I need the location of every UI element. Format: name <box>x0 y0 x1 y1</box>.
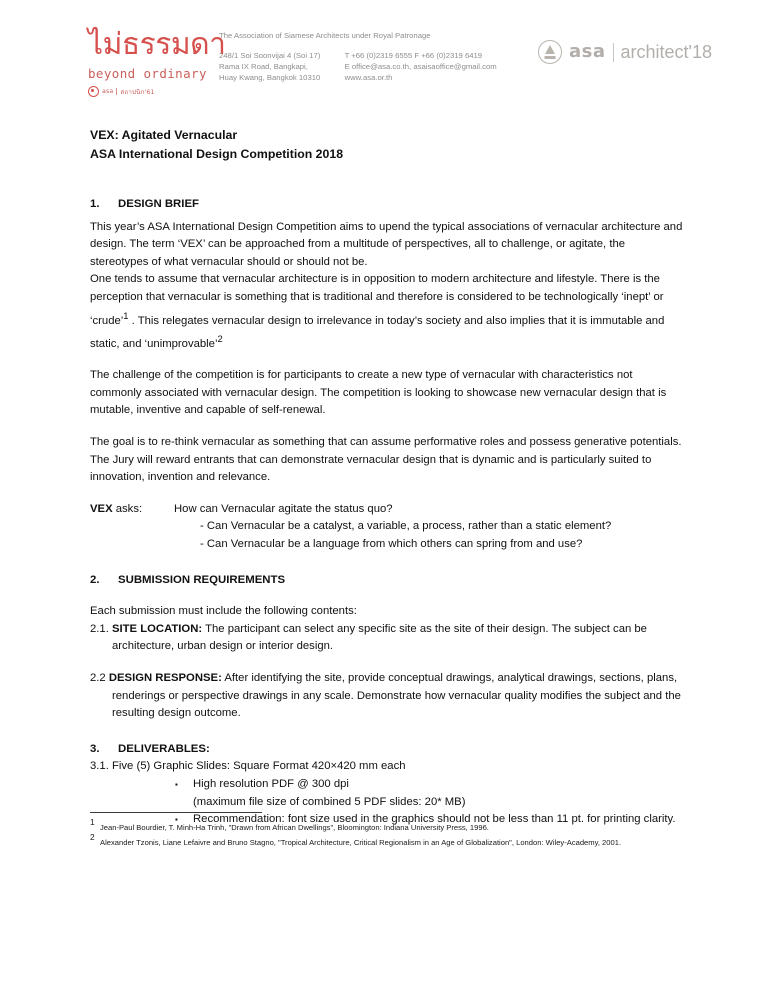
association-info <box>219 30 519 83</box>
section-label-3: DELIVERABLES: <box>118 742 210 755</box>
item-2-1-prefix: 2.1. <box>90 622 112 635</box>
association-address <box>219 50 345 83</box>
asa-circle-icon <box>88 86 99 97</box>
section-label-2: SUBMISSION REQUIREMENTS <box>118 573 286 586</box>
thai-wordmark: ไม่ธรรมดา <box>88 27 226 62</box>
address-line-2: Rama IX Road, Bangkapi, <box>219 62 308 71</box>
design-brief-paragraph-4: The goal is to re-think vernacular as something that can assume performative roles and possess generative potentials. The Jury will reward entrants that can demonstrate vernacular design that is dynamic and is particularly suited to innovation, invention and relevance. <box>90 436 682 484</box>
bullet-1-continuation: (maximum file size of combined 5 PDF slides: 20* MB) <box>193 795 466 808</box>
section-number-3: 3. <box>90 742 100 755</box>
footnotes-section <box>90 812 690 853</box>
design-brief-paragraph-3: The challenge of the competition is for participants to create a new type of vernacular with characteristics not commonly associated with vernacular design. The competition is looking to showcase new vernacular design that is mutable, inventive and capable of self-renewal. <box>90 369 667 417</box>
address-line-1: 248/1 Soi Soonvijai 4 (Soi 17) <box>219 51 321 60</box>
item-2-2-text: After identifying the site, provide conceptual drawings, analytical drawings, sections, plans, renderings or perspective drawings in any scale. Demonstrate how vernacular quality modifies the subject and the resulting design outcome. <box>112 672 681 720</box>
submission-item-2-1 <box>90 621 685 656</box>
vex-question-2: - Can Vernacular be a catalyst, a variable, a process, rather than a static element? <box>200 520 612 533</box>
contact-website: www.asa.or.th <box>344 73 393 82</box>
asa-seal-icon <box>538 40 562 64</box>
page-title-line-2: ASA International Design Competition 2018 <box>90 147 344 161</box>
badge-divider <box>116 88 117 95</box>
footnote-item <box>90 832 690 848</box>
deliverables-item-3-1: 3.1. Five (5) Graphic Slides: Square Format 420×420 mm each <box>90 760 406 773</box>
item-2-2-bold: DESIGN RESPONSE: <box>108 672 222 684</box>
contact-phone: T +66 (0)2319 6555 F +66 (0)2319 6419 <box>344 51 483 60</box>
vex-asks-questions <box>174 501 685 554</box>
design-brief-paragraph-1: This year’s ASA International Design Competition aims to upend the typical associations of vernacular architecture and design. The term ‘VEX’ can be approached from a multitude of perspectives, all to challenge, or agitate, the stereotypes of what vernacular should or should not be. <box>90 220 683 268</box>
section-heading-deliverables <box>90 741 685 759</box>
beyond-ordinary-logo <box>88 27 226 97</box>
vex-asks-label <box>90 501 174 554</box>
address-line-3: Huay Kwang, Bangkok 10310 <box>219 73 321 82</box>
page-header <box>0 24 768 116</box>
footnote-number-1: 1 <box>90 817 95 827</box>
footnote-text-2: Alexander Tzonis, Liane Lefaivre and Bruno Stagno, "Tropical Architecture, Critical Regionalism in an Age of Globalization", London: Wiley-Academy, 2001. <box>100 838 622 848</box>
vex-asks-label-rest: asks: <box>112 502 143 515</box>
page-title-line-1: VEX: Agitated Vernacular <box>90 128 238 142</box>
submission-intro: Each submission must include the following contents: <box>90 605 357 618</box>
footnote-separator-rule <box>90 812 262 813</box>
item-2-1-bold: SITE LOCATION: <box>111 622 203 635</box>
vex-question-1: How can Vernacular agitate the status quo? <box>174 502 393 515</box>
bullet-1-text: High resolution PDF @ 300 dpi <box>193 777 349 790</box>
square-bullet-icon: ▪ <box>175 779 178 789</box>
asa-year-badge <box>88 86 206 97</box>
section-heading-submission-requirements <box>90 572 685 590</box>
badge-label-asa: asa <box>102 88 114 95</box>
design-brief-paragraph-2 <box>90 271 685 353</box>
item-2-2-prefix: 2.2 <box>90 672 109 684</box>
footnote-number-2: 2 <box>90 832 95 843</box>
section-heading-design-brief <box>90 196 685 214</box>
document-content <box>90 126 685 829</box>
association-title: The Association of Siamese Architects under Royal Patronage <box>219 31 431 40</box>
item-2-1-text: The participant can select any specific site as the site of their design. The subject can be architecture, urban design or interior design. <box>112 622 647 653</box>
logo-tagline: beyond ordinary <box>88 66 207 81</box>
vex-question-3: - Can Vernacular be a language from which others can spring from and use? <box>200 538 583 551</box>
bullet-2-text: Recommendation: font size used in the graphics should not be less than 11 pt. for printing clarity. <box>193 813 676 826</box>
submission-item-2-2 <box>90 670 685 723</box>
section-number-2: 2. <box>90 573 100 586</box>
vex-asks-block <box>90 501 685 554</box>
section-label-1: DESIGN BRIEF <box>118 198 200 210</box>
contact-email: E office@asa.co.th, asaisaoffice@gmail.com <box>344 62 497 71</box>
footnote-ref-2: 2 <box>217 332 223 344</box>
asa-logo-divider <box>613 43 614 62</box>
paragraph-2-part-a: One tends to assume that vernacular architecture is in opposition to modern architecture and lifestyle. There is the perception that vernacular is something that is traditional and therefore is considered to be technologically ‘inept’ or ‘crude’ <box>90 273 664 327</box>
paragraph-2-part-b: . This relegates vernacular design to irrelevance in today’s society and also implies that it is immutable and static, and ‘unimprovable’ <box>90 314 665 350</box>
asa-logo-architect: architect'18 <box>620 42 713 62</box>
vex-asks-label-bold: VEX <box>90 502 113 515</box>
asa-architect-logo <box>538 40 712 64</box>
footnote-text-1: Jean-Paul Bourdier, T. Minh-Ha Trinh, "Drawn from African Dwellings", Bloomington: Indiana University Press, 1996. <box>100 823 489 832</box>
square-bullet-icon: ▪ <box>175 815 178 825</box>
section-number-1: 1. <box>90 198 100 210</box>
footnote-ref-1: 1 <box>123 309 129 321</box>
badge-label-year: สถาปนิก'61 <box>120 88 155 96</box>
association-contact <box>345 50 519 83</box>
list-item <box>175 776 685 794</box>
asa-logo-word: asa <box>569 41 606 62</box>
